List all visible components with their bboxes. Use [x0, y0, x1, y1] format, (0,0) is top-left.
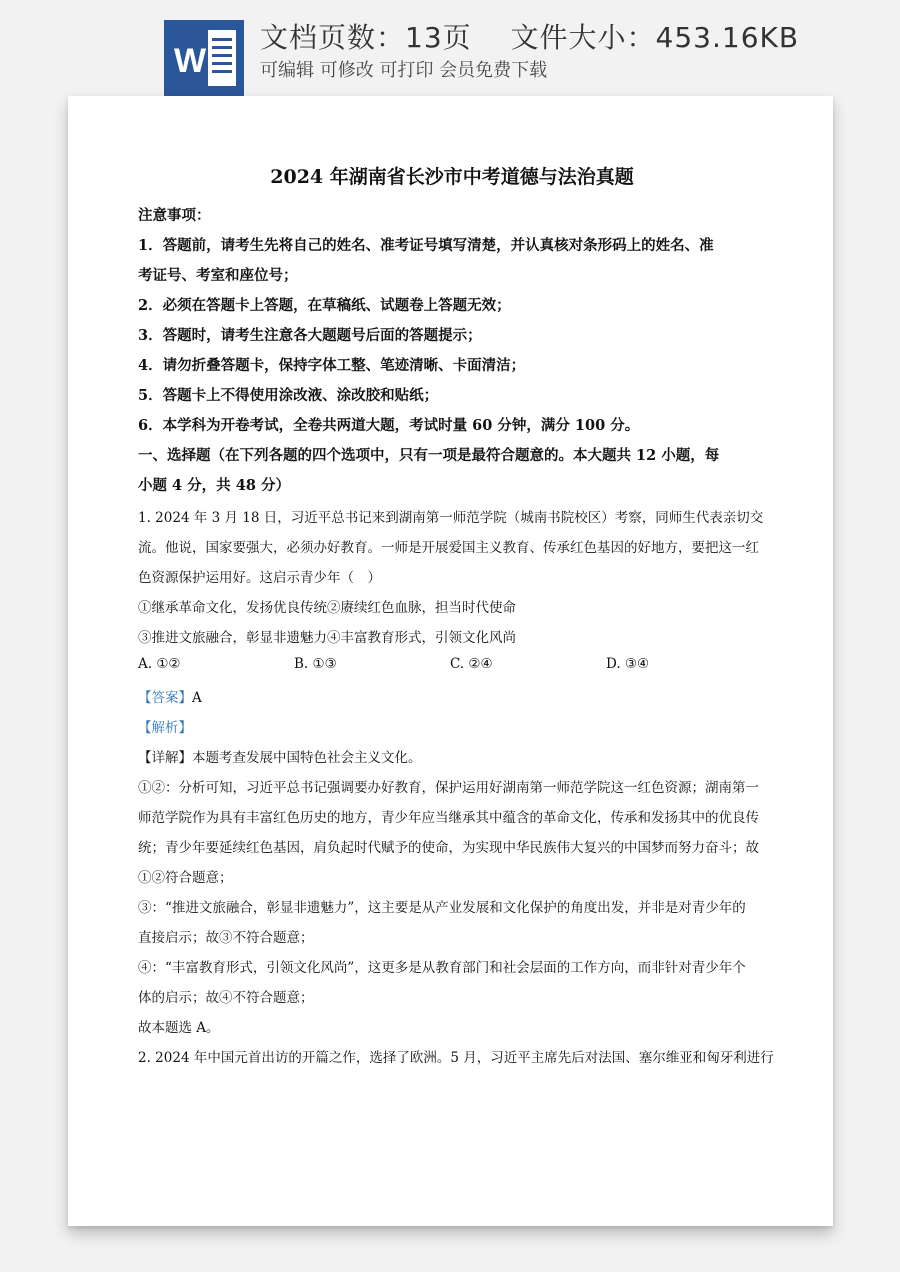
document-info-banner: [0, 0, 900, 96]
explanation-line: ④：“丰富教育形式，引领文化风尚”，这更多是从教育部门和社会层面的工作方向，而非针对青少年个: [138, 960, 746, 976]
notice-line: 考证号、考室和座位号；: [138, 267, 298, 284]
explanation-line: 直接启示；故③不符合题意；: [138, 930, 314, 946]
notice-line: 3．答题时，请考生注意各大题题号后面的答题提示；: [138, 327, 482, 344]
question-statements: ①继承革命文化，发扬优良传统②赓续红色血脉，担当时代使命: [138, 600, 516, 616]
document-title: 2024 年湖南省长沙市中考道德与法治真题: [270, 166, 634, 188]
notice-line: 2．必须在答题卡上答题，在草稿纸、试题卷上答题无效；: [138, 297, 511, 314]
notice-line: 4．请勿折叠答题卡，保持字体工整、笔迹清晰、卡面清洁；: [138, 357, 526, 374]
document-stats: 文档页数：13页 文件大小：453.16KB: [260, 21, 800, 54]
question-statements: ③推进文旅融合，彰显非遗魅力④丰富教育形式，引领文化风尚: [138, 630, 516, 646]
explanation-line: ③：“推进文旅融合，彰显非遗魅力”，这主要是从产业发展和文化保护的角度出发，并非是对青少年的: [138, 900, 746, 916]
explanation-line: ①②符合题意；: [138, 870, 233, 886]
option-a: A. ①②: [138, 656, 181, 672]
explanation-line: 体的启示；故④不符合题意；: [138, 990, 314, 1006]
document-features: 可编辑 可修改 可打印 会员免费下载: [260, 60, 548, 81]
notice-line: 1．答题前，请考生先将自己的姓名、准考证号填写清楚，并认真核对条形码上的姓名、准: [138, 237, 714, 254]
option-b: B. ①③: [294, 656, 337, 672]
option-d: D. ③④: [606, 656, 650, 672]
detail-text: 本题考查发展中国特色社会主义文化。: [192, 750, 422, 766]
explanation-line: 统；青少年要延续红色基因，肩负起时代赋予的使命，为实现中华民族伟大复兴的中国梦而努力奋斗；故: [138, 840, 759, 856]
section-heading: 小题 4 分，共 48 分）: [138, 477, 290, 494]
notice-line: 6．本学科为开卷考试，全卷共两道大题，考试时量 60 分钟，满分 100 分。: [138, 417, 640, 434]
explanation-line: 师范学院作为具有丰富红色历史的地方，青少年应当继承其中蕴含的革命文化，传承和发扬其中的优良传: [138, 810, 759, 826]
word-document-icon: [164, 20, 244, 96]
detail-label: 【详解】: [138, 750, 192, 766]
detail-line: [138, 746, 422, 766]
question-stem: 流。他说，国家要强大，必须办好教育。一师是开展爱国主义教育、传承红色基因的好地方，要把这一红: [138, 540, 759, 556]
explanation-line: 故本题选 A。: [138, 1020, 220, 1036]
explanation-line: ①②：分析可知，习近平总书记强调要办好教育，保护运用好湖南第一师范学院这一红色资源；湖南第一: [138, 780, 759, 796]
analysis-label: 【解析】: [138, 720, 192, 736]
question-stem: 1. 2024 年 3 月 18 日，习近平总书记来到湖南第一师范学院（城南书院校区）考察，同师生代表亲切交: [138, 510, 764, 526]
question-stem: 色资源保护运用好。这启示青少年（ ）: [138, 570, 381, 586]
answer-value: A: [192, 690, 202, 706]
notice-heading: 注意事项：: [138, 207, 211, 224]
section-heading: 一、选择题（在下列各题的四个选项中，只有一项是最符合题意的。本大题共 12 小题，每: [138, 447, 720, 464]
question-2-stem: 2. 2024 年中国元首出访的开篇之作，选择了欧洲。5 月，习近平主席先后对法国、塞尔维亚和匈牙利进行: [138, 1050, 774, 1066]
document-page: [68, 96, 833, 1226]
notice-line: 5．答题卡上不得使用涂改液、涂改胶和贴纸；: [138, 387, 439, 404]
word-logo-letter: W: [174, 42, 207, 80]
option-c: C. ②④: [450, 656, 493, 672]
answer-label: 【答案】: [138, 690, 192, 706]
answer-line: [138, 686, 202, 706]
